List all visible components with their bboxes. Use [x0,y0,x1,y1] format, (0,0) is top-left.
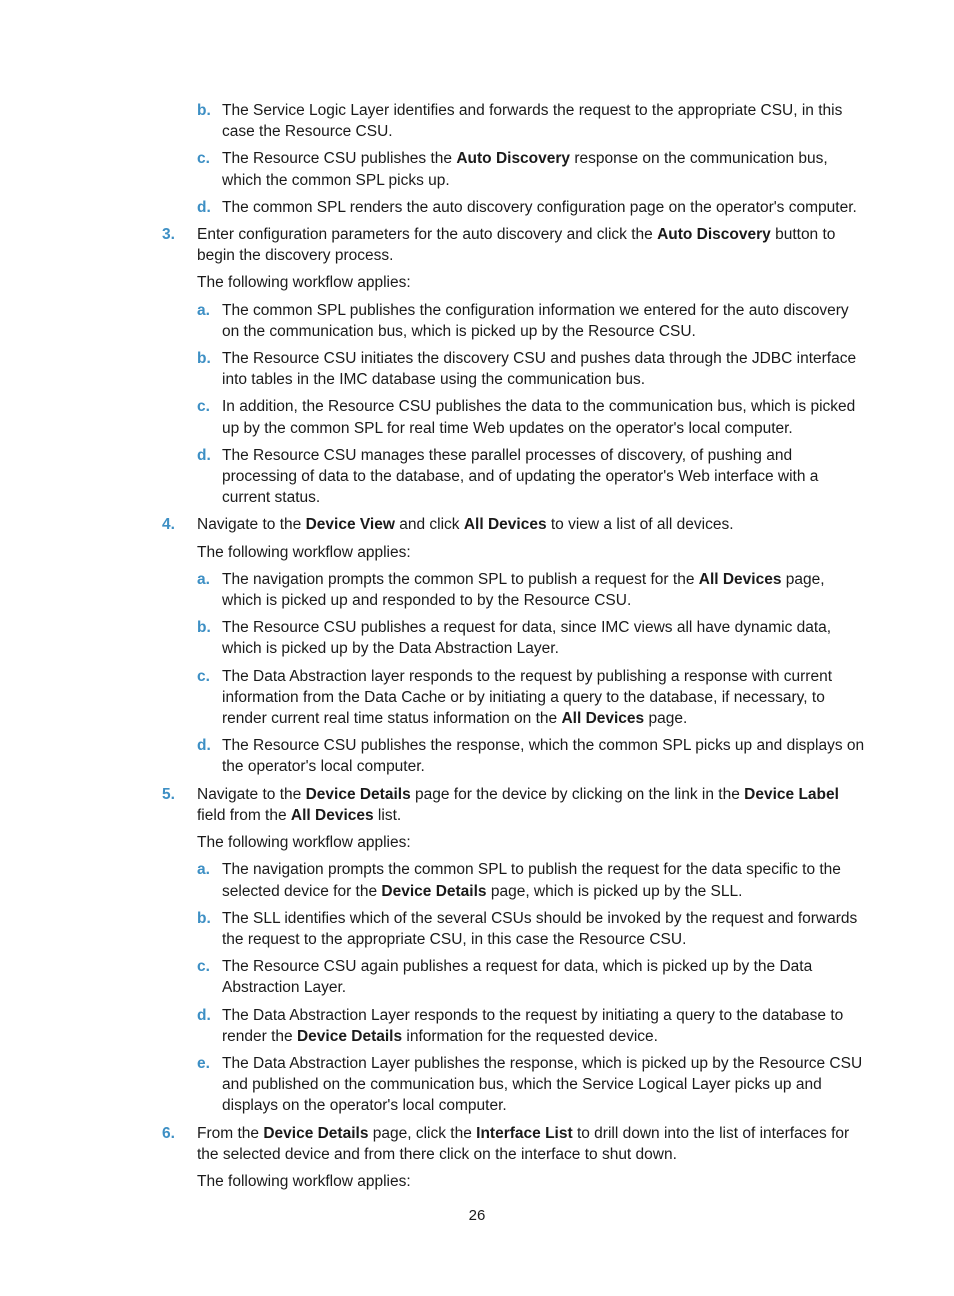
list-marker: 5. [162,785,175,803]
ui-term: Device Label [744,785,839,803]
substep-item [162,1005,866,1047]
substep-item [162,1053,866,1117]
item-text [222,102,842,140]
paragraph [162,272,866,293]
text-run: The Resource CSU publishes the response, which the common SPL picks up and displays on the operator's local computer. [222,737,865,776]
paragraph [162,542,866,563]
list-marker: a. [197,861,210,879]
item-text [222,350,856,388]
item-text [222,302,849,340]
text-run: In addition, the Resource CSU publishes the data to the communication bus, which is picked up by the common SPL for real time Web updates on the operator's local computer. [222,398,856,437]
list-marker: b. [197,619,211,637]
item-text [222,958,812,996]
substep-item [162,859,866,901]
item-text [197,1125,849,1163]
list-marker: c. [197,150,210,168]
list-marker: d. [197,446,211,464]
text-run: The Resource CSU again publishes a request for data, which is picked up by the Data Abstraction Layer. [222,958,813,997]
ui-term: All Devices [290,806,374,824]
list-marker: d. [197,1006,211,1024]
text-run: The navigation prompts the common SPL to publish a request for the [222,570,699,588]
substep-item [162,617,866,659]
text-run: page, which is picked up by the SLL. [486,882,743,900]
text-run: The SLL identifies which of the several CSUs should be invoked by the request and forwards the request to the appropriate CSU, in this case the Resource CSU. [222,909,858,948]
text-run: information for the requested device. [402,1027,658,1045]
step-item [162,1123,866,1165]
text-run: Navigate to the [197,516,306,534]
text-run: to drill down into the list of interfaces for the selected device and from there click on the interface to shut down. [197,1124,850,1163]
text-run: The Service Logic Layer identifies and forwards the request to the appropriate CSU, in this case the Resource CSU. [222,102,843,141]
text-run: page for the device by clicking on the link in the [410,785,745,803]
item-text [222,737,864,775]
paragraph [162,1171,866,1192]
item-text [197,786,839,824]
item-text [222,1055,862,1114]
ui-term: Device Details [381,882,487,900]
text-run: button to begin the discovery process. [197,226,836,265]
substep-item [162,148,866,190]
text-run: The following workflow applies: [197,543,411,561]
text-run: to view a list of all devices. [546,516,734,534]
list-marker: c. [197,398,210,416]
substep-item [162,569,866,611]
ui-term: All Devices [561,710,645,728]
text-run: The Data Abstraction Layer publishes the response, which is picked up by the Resource CSU and published on the communication bus, which the Service Logical Layer picks up and displays on the operator's local computer. [222,1054,863,1115]
list-marker: 3. [162,226,175,244]
text-run: From the [197,1124,264,1142]
text-run: response on the communication bus, which the common SPL picks up. [222,150,828,189]
item-text [222,668,832,727]
list-marker: c. [197,958,210,976]
list-marker: e. [197,1054,210,1072]
substep-item [162,908,866,950]
ui-term: Device Details [296,1027,403,1045]
text-run: The following workflow applies: [197,1172,411,1190]
text-run: page. [644,710,688,728]
item-text [222,910,857,948]
text-run: list. [373,806,402,824]
list-marker: d. [197,198,211,216]
step-item [162,224,866,266]
ui-term: All Devices [463,516,547,534]
text-run: Navigate to the [197,785,306,803]
substep-item [162,956,866,998]
list-marker: 4. [162,516,175,534]
item-text [197,1173,411,1190]
ui-term: Auto Discovery [456,150,571,168]
ui-term: Interface List [476,1124,573,1142]
paragraph [162,832,866,853]
item-text [197,516,734,533]
text-run: The Data Abstraction layer responds to the request by publishing a response with current information from the Data Cache or by initiating a query to the database, if necessary, to render current real time status information on the [222,667,833,728]
text-run: The following workflow applies: [197,274,411,292]
ui-term: All Devices [698,570,782,588]
page-number: 26 [468,1207,486,1224]
ui-term: Device View [305,516,395,534]
text-run: The Resource CSU publishes a request for data, since IMC views all have dynamic data, which is picked up by the Data Abstraction Layer. [222,619,832,658]
text-run: The common SPL publishes the configuration information we entered for the auto discovery on the communication bus, which is picked up by the Resource CSU. [222,301,849,340]
list-marker: a. [197,301,210,319]
item-text [222,861,841,899]
text-run: The Data Abstraction Layer responds to the request by initiating a query to the database to render the [222,1006,844,1045]
list-marker: b. [197,102,211,119]
text-run: The navigation prompts the common SPL to publish the request for the data specific to the selected device for the [222,861,841,900]
ui-term: Device Details [305,785,411,803]
substep-item [162,100,866,142]
text-run: The following workflow applies: [197,834,411,852]
item-text [197,226,835,264]
item-text [222,447,818,506]
text-run: Enter configuration parameters for the auto discovery and click the [197,226,658,244]
item-text [197,544,411,561]
ui-term: Auto Discovery [657,226,771,244]
list-marker: 6. [162,1124,175,1142]
item-text [222,150,828,188]
document-body [162,100,866,1198]
item-text [222,1007,843,1045]
list-marker: b. [197,350,211,368]
list-marker: d. [197,737,211,755]
step-item [162,784,866,826]
text-run: and click [394,516,464,534]
item-text [197,274,411,291]
list-marker: a. [197,570,210,588]
item-text [197,834,411,851]
item-text [222,571,825,609]
substep-item [162,396,866,438]
text-run: The Resource CSU publishes the [222,150,457,168]
text-run: page, which is picked up and responded to by the Resource CSU. [222,570,825,610]
list-marker: b. [197,909,211,927]
substep-item [162,445,866,509]
substep-item [162,300,866,342]
text-run: The Resource CSU initiates the discovery CSU and pushes data through the JDBC interface into tables in the IMC database using the communication bus. [222,350,857,389]
text-run: The common SPL renders the auto discovery configuration page on the operator's computer. [222,198,857,216]
ui-term: Device Details [263,1124,369,1142]
text-run: The Resource CSU manages these parallel processes of discovery, of pushing and processing of data to the database, and of updating the operator's Web interface with a current status. [222,446,819,507]
substep-item [162,666,866,730]
substep-item [162,348,866,390]
step-item [162,514,866,535]
text-run: page, click the [368,1124,477,1142]
substep-item [162,735,866,777]
item-text [222,398,855,436]
list-marker: c. [197,667,210,685]
substep-item [162,197,866,218]
item-text [222,619,831,657]
item-text [222,199,857,216]
text-run: field from the [197,806,291,824]
